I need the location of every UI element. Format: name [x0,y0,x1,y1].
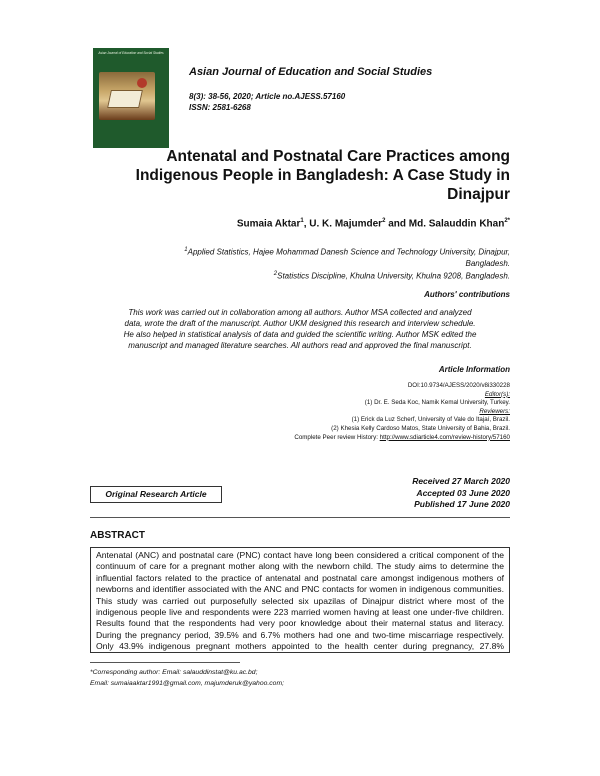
author-name: Md. Salauddin Khan [408,218,505,230]
journal-issn: ISSN: 2581-6268 [189,103,251,112]
affiliation [110,245,510,281]
publication-dates [412,476,510,511]
author-separator: , [303,218,307,230]
reviewers-label: Reviewers: [479,407,510,415]
review-history-link[interactable]: http://www.sdiarticle4.com/review-history/57160 [379,433,510,441]
reviewer: (1) Erick da Luz Scherf, University of Vale do Itajaí, Brazil. [351,416,510,424]
apple-illustration [137,78,147,88]
author-emails-footnote: Email: sumaiaaktar1991@gmail.com, majumderuk@yahoo.com; [90,680,284,687]
published-date: Published 17 June 2020 [414,499,510,509]
journal-citation: 8(3): 38-56, 2020; Article no.AJESS.57160 [189,92,346,101]
author-name: U. K. Majumder [309,218,383,230]
editors-label: Editor(s): [484,390,510,398]
cover-footer [93,130,169,146]
doi: DOI:10.9734/AJESS/2020/v8i330228 [407,382,510,389]
section-divider [90,517,510,518]
author-list [237,218,510,229]
contributions-text [90,307,510,351]
affiliation-mark: 2 [273,270,278,277]
received-date: Received 27 March 2020 [412,476,510,486]
title-line: Indigenous People in Bangladesh: A Case Study in [135,167,510,184]
contributions-line: This work was carried out in collaboration among all authors. Author MSA collected and analyzed [128,308,472,317]
title-line: Dinajpur [447,186,510,203]
author-separator: and [388,218,406,230]
reviewer: (2) Khesia Kelly Cardoso Matos, State University of Bahia, Brazil. [331,424,510,432]
review-history-label: Complete Peer review History: [294,433,378,441]
journal-name: Asian Journal of Education and Social Studies [189,66,433,78]
cover-title: Asian Journal of Education and Social Studies [98,51,164,55]
affiliation-text: Statistics Discipline, Khulna University, Khulna 9208, Bangladesh. [277,271,510,281]
cover-illustration [99,72,155,120]
abstract-box [90,547,510,653]
author-name: Sumaia Aktar [236,218,301,230]
article-type-badge: Original Research Article [90,486,222,503]
abstract-heading: ABSTRACT [90,530,145,541]
editor: (1) Dr. E. Seda Koc, Namik Kemal University, Turkey. [364,399,510,407]
journal-cover-image [93,48,169,148]
paper-title [100,147,510,204]
affiliation-text: Bangladesh. [465,258,510,268]
book-illustration [107,90,143,108]
contributions-heading: Authors' contributions [424,290,510,299]
contributions-line: data, wrote the draft of the manuscript. Author UKM designed this research and interview schedule. [124,319,476,328]
author-affiliation-mark: 2 [382,218,386,224]
affiliation-text: Applied Statistics, Hajee Mohammad Danesh Science and Technology University, Dinajpur, [187,247,510,257]
title-line: Antenatal and Postnatal Care Practices among [166,148,510,165]
contributions-line: manuscript and managed literature searches. All authors read and approved the final manuscript. [128,341,472,350]
corresponding-author-footnote: *Corresponding author: Email: salauddinstat@ku.ac.bd; [90,669,258,676]
contributions-line: He also helped in statistical analysis of data and guided the scientific writing. Author MSK edited the [123,330,477,339]
accepted-date: Accepted 03 June 2020 [416,487,510,498]
abstract-text: Antenatal (ANC) and postnatal care (PNC) contact have long been considered a critical component of the continuum of care for a pregnant mother along with the newborn child. The study aims to determine the influential factors related to the practice of antenatal and postnatal care amongst indigenous mothers of newborns and identifier associated with the ANC and PNC contacts for women in indigenous communities. This study was carried out purposefully selected six upazilas of Dinajpur district where most of the indigenous people live and respondents were 223 married women having at least one under-five children. Results found that the respondents had very poor knowledge about their maternal status and literacy. During the pregnancy period, 39.5% and 6.7% mothers had one and two-time miscarriage respectively. Only 43.9% indigenous pregnant mothers appointed to the health center during pregnancy, 27.8% [96,550,504,652]
author-affiliation-mark: 1 [300,218,304,224]
article-info [210,382,510,442]
affiliation-mark: 1 [184,247,188,253]
footnote-divider [90,662,240,663]
author-affiliation-mark: 2* [504,218,510,224]
article-info-heading: Article Information [438,365,510,374]
